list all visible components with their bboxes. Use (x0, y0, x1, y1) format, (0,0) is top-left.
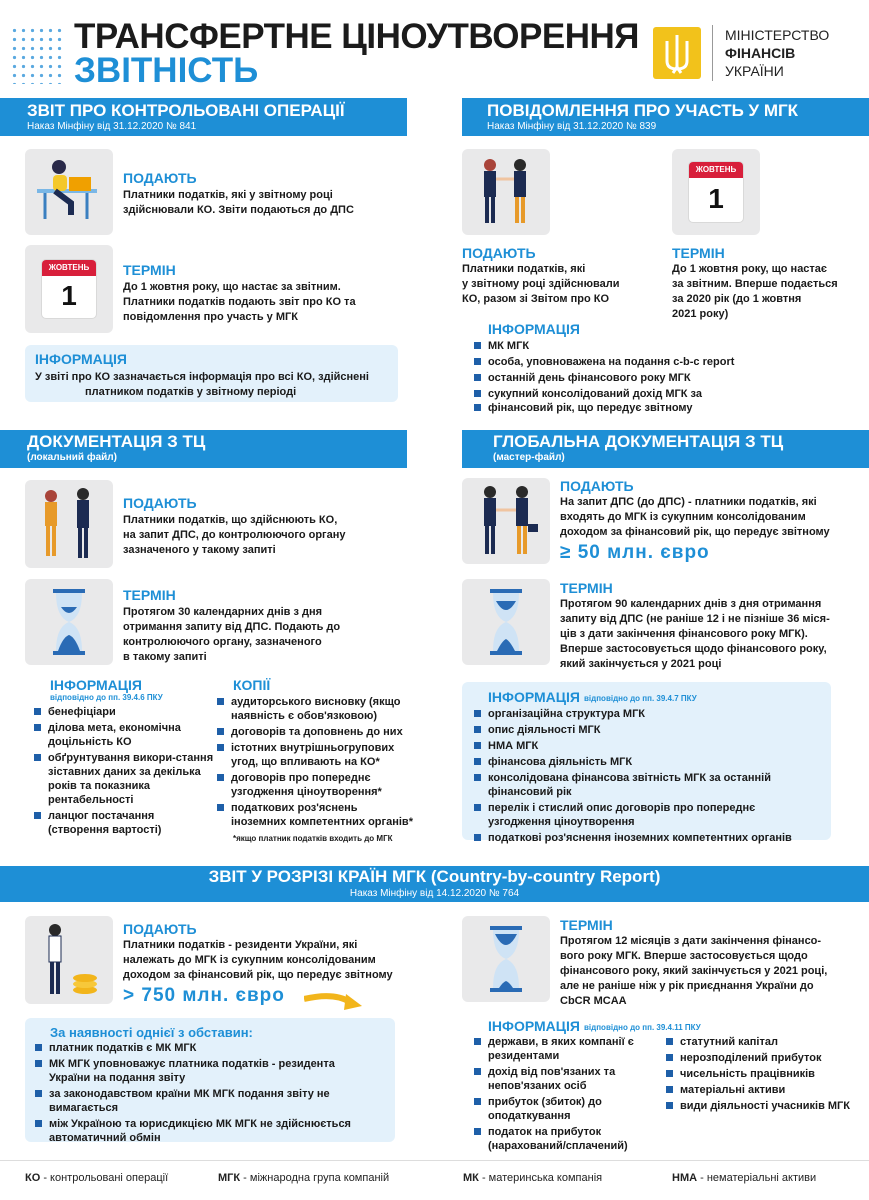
s5-info-list-left (472, 1035, 652, 1155)
page-subtitle: ЗВІТНІСТЬ (74, 51, 259, 90)
s2-term-text: До 1 жовтня року, що настає за звітним. Вперше подається за 2020 рік (до 1 жовтня 2021 року) (672, 263, 838, 320)
list-item: фінансова діяльність МГК (472, 755, 812, 769)
s3-copies-heading: КОПІЇ (233, 677, 271, 693)
s3-copies-list (215, 695, 415, 831)
list-item: бенефіціари (32, 705, 217, 719)
s4-threshold: ≥ 50 млн. євро (560, 542, 710, 563)
list-item: консолідована фінансова звітність МГК за останній фінансовий рік (472, 771, 812, 799)
list-item: перелік і стислий опис договорів про попереднє узгодження ціноутворення (472, 801, 812, 829)
s4-info-list (472, 707, 812, 847)
two-people-handshake-icon (462, 149, 550, 235)
list-item: дохід від пов'язаних та непов'язаних осіб (472, 1065, 652, 1093)
footer-divider (0, 1160, 869, 1161)
s2-submit-text: Платники податків, які у звітному році здійснювали КО, разом зі Звітом про КО (462, 263, 620, 305)
list-item: аудиторського висновку (якщо наявність є обов'язковою) (215, 695, 415, 723)
hourglass-icon (462, 579, 550, 665)
list-item: договорів про попереднє узгодження ціноутворення* (215, 771, 415, 799)
section-2-header: ПОВІДОМЛЕННЯ ПРО УЧАСТЬ У МГК Наказ Мінфіну від 31.12.2020 № 839 (462, 98, 869, 136)
s3-info-list (32, 705, 217, 839)
section-5-subtitle: Наказ Мінфіну від 14.12.2020 № 764 (349, 888, 520, 899)
legend-mgk: МГК - міжнародна група компаній (218, 1172, 390, 1184)
list-item: обґрунтування викори-стання зіставних даних за декілька років та показника рентабельності (32, 751, 217, 807)
s5-conditions-list (33, 1041, 373, 1147)
handshake-icon (462, 478, 550, 564)
list-item: чисельність працівників (664, 1067, 854, 1081)
s3-info-ref: відповідно до пп. 39.4.6 ПКУ (50, 693, 163, 702)
s5-info-list-right (664, 1035, 854, 1115)
person-coins-icon (25, 916, 113, 1004)
list-item: договорів та доповнень до них (215, 725, 415, 739)
section-4-header: ГЛОБАЛЬНА ДОКУМЕНТАЦІЯ З ТЦ (мастер-файл) (462, 430, 869, 468)
s1-calendar-tile (25, 245, 113, 333)
s5-conditions-heading: За наявності однієї з обставин: (50, 1025, 253, 1040)
section-5-header: ЗВІТ У РОЗРІЗІ КРАЇН МГК (Country-by-country Report) (0, 866, 869, 902)
list-item: істотних внутрішньогрупових угод, що впливають на КО* (215, 741, 415, 769)
person-laptop-icon (25, 149, 113, 235)
list-item: податок на прибуток (нарахований/сплачений) (472, 1125, 652, 1153)
list-item: НМА МГК (472, 739, 812, 753)
list-item: види діяльності учасників МГК (664, 1099, 854, 1113)
list-item: ланцюг постачання (створення вартості) (32, 809, 217, 837)
list-item: податкових роз'яснень іноземних компетентних органів* (215, 801, 415, 829)
s3-submit-text: Платники податків, що здійснюють КО, на запит ДПС, до контролюючого органу зазначеного у такому запиті (123, 514, 346, 556)
s2-info-list (472, 339, 752, 417)
s5-threshold: > 750 млн. євро (123, 985, 285, 1006)
list-item: за законодавством країни МК МГК подання звіту не вимагається (33, 1087, 373, 1115)
s3-term-heading: ТЕРМІН (123, 587, 176, 603)
list-item: опис діяльності МГК (472, 723, 812, 737)
trident-emblem-icon (653, 27, 701, 79)
page-title: ТРАНСФЕРТНЕ ЦІНОУТВОРЕННЯ (74, 17, 639, 56)
list-item: МК МГК уповноважує платника податків - резидента України на подання звіту (33, 1057, 373, 1085)
list-item-continuation: фінансовий рік, що передує звітному (472, 401, 752, 415)
s5-info-ref: відповідно до пп. 39.4.11 ПКУ (584, 1023, 701, 1032)
list-item: останній день фінансового року МГК (472, 371, 752, 385)
list-item: держави, в яких компанії є резидентами (472, 1035, 652, 1063)
s5-term-heading: ТЕРМІН (560, 917, 613, 933)
header-divider (712, 25, 713, 81)
s3-submit-heading: ПОДАЮТЬ (123, 495, 197, 511)
legend-nma: НМА - нематеріальні активи (672, 1172, 817, 1184)
list-item: сукупний консолідований дохід МГК за (472, 387, 752, 401)
s1-submit-text: Платники податків, які у звітному році здійснювали КО. Звіти подаються до ДПС (123, 189, 354, 216)
s2-submit-heading: ПОДАЮТЬ (462, 245, 536, 261)
calendar-icon: ЖОВТЕНЬ 1 (41, 259, 97, 319)
list-item: МК МГК (472, 339, 752, 353)
s4-submit-heading: ПОДАЮТЬ (560, 478, 634, 494)
calendar-icon: ЖОВТЕНЬ 1 (688, 161, 744, 223)
list-item: між Україною та юрисдикцією МК МГК не здійснюється автоматичний обмін (33, 1117, 373, 1145)
list-item: ділова мета, економічна доцільність КО (32, 721, 217, 749)
list-item: платник податків є МК МГК (33, 1041, 373, 1055)
legend-mk: МК - материнська компанія (463, 1172, 603, 1184)
s3-info-heading: ІНФОРМАЦІЯ (50, 677, 142, 693)
list-item: організаційна структура МГК (472, 707, 812, 721)
s5-submit-heading: ПОДАЮТЬ (123, 921, 197, 937)
ministry-name: МІНІСТЕРСТВО ФІНАНСІВ УКРАЇНИ (725, 27, 830, 79)
section-3-header: ДОКУМЕНТАЦІЯ З ТЦ (локальний файл) (0, 430, 407, 468)
s4-submit-text: На запит ДПС (до ДПС) - платники податків, які входять до МГК із сукупним консолідованим доходом за фінансовий рік, що передує звітному (560, 496, 830, 538)
s5-submit-text: Платники податків - резиденти України, які належать до МГК із сукупним консолідованим доходом за фінансовий рік, що передує звітному (123, 939, 393, 981)
s4-info-ref: відповідно до пп. 39.4.7 ПКУ (584, 694, 697, 703)
s4-info-heading: ІНФОРМАЦІЯ (488, 689, 580, 705)
list-item: особа, уповноважена на подання c-b-c report (472, 355, 752, 369)
two-people-icon (25, 480, 113, 568)
list-item: статутний капітал (664, 1035, 854, 1049)
list-item: податкові роз'яснення іноземних компетентних органів (472, 831, 812, 845)
s2-term-heading: ТЕРМІН (672, 245, 725, 261)
s1-info-box: ІНФОРМАЦІЯ У звіті про КО зазначається інформація про всі КО, здійснені платником податків у звітному періоді (25, 345, 398, 402)
s4-term-heading: ТЕРМІН (560, 580, 613, 596)
s2-info-heading: ІНФОРМАЦІЯ (488, 321, 580, 337)
s2-calendar-tile (672, 149, 760, 235)
s5-term-text: Протягом 12 місяців з дати закінчення фінансо- вого року МГК. Вперше застосовується щодо фінансового року, який закінчується у 2021 році, але не раніше ніж у рік приєднання України до CbCR MCAA (560, 935, 828, 1007)
legend-ko: КО - контрольовані операції (25, 1172, 169, 1184)
hourglass-icon (462, 916, 550, 1002)
s1-term-heading: ТЕРМІН (123, 262, 176, 278)
hourglass-icon (25, 579, 113, 665)
list-item: нерозподілений прибуток (664, 1051, 854, 1065)
dots-decoration (10, 26, 66, 84)
list-item: матеріальні активи (664, 1083, 854, 1097)
s3-term-text: Протягом 30 календарних днів з дня отримання запиту від ДПС. Подають до контролюючого органу, зазначеного в такому запиті (123, 606, 341, 663)
s5-info-heading: ІНФОРМАЦІЯ (488, 1018, 580, 1034)
s1-submit-heading: ПОДАЮТЬ (123, 170, 197, 186)
s1-term-text: До 1 жовтня року, що настає за звітним. Платники податків подають звіт про КО та повідомлення про участь у МГК (123, 281, 356, 323)
arrow-icon (304, 990, 364, 1012)
list-item: прибуток (збиток) до оподаткування (472, 1095, 652, 1123)
section-1-header: ЗВІТ ПРО КОНТРОЛЬОВАНІ ОПЕРАЦІЇ Наказ Мінфіну від 31.12.2020 № 841 (0, 98, 407, 136)
s3-footnote: *якщо платник податків входить до МГК (233, 834, 393, 843)
s4-term-text: Протягом 90 календарних днів з дня отримання запиту від ДПС (не раніше 12 і не пізніше 36 мiся- ців з дати закінчення фінансового року МГК). Вперше застосовується щодо фінансового року, який закінчується у 2021 році (560, 598, 830, 670)
